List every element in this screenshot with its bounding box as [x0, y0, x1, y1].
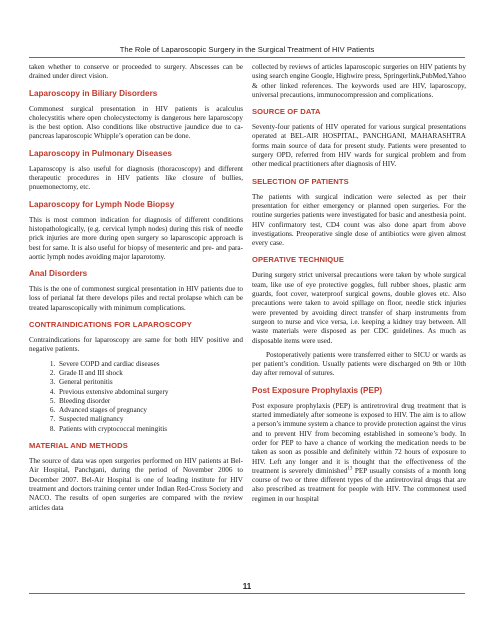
section-heading: Laparoscopy for Lymph Node Biopsy	[29, 199, 175, 209]
section-heading: Post Exposure Prophylaxis (PEP)	[252, 385, 383, 395]
paragraph: collected by reviews of articles laparoscopic surgeries on HIV patients by using search engine Google, Highwire press, Springerlink,PubMed,Yahoo & other linked references. The keywords used are HIV, laparoscopy, universal precautions, immunocompression and complications.	[252, 63, 466, 99]
footer-rule	[29, 593, 465, 594]
paragraph: Laparoscopy is also useful for diagnosis (thoracoscopy) and different therapeutic procedures in HIV patients like closure of bullies, pnuemonectomy, etc.	[29, 164, 243, 192]
header-rule	[29, 57, 465, 58]
paragraph: The source of data was open surgeries performed on HIV patients at Bel-Air Hospital, Panchgani, during the period of November 2006 to December 2007. Bel-Air Hospital is one of leading institute for HIV treatment and doctors training center under Indian Red-Cross Society and NACO. The results of open surgeries are compared with the review articles data	[29, 457, 243, 512]
list-item: 8. Patients with cryptococcal meningitis	[57, 425, 243, 434]
section-heading: SOURCE OF DATA	[252, 107, 321, 117]
section-heading: Laparoscopy in Pulmonary Diseases	[29, 148, 172, 158]
section-heading: CONTRAINDICATIONS FOR LAPAROSCOPY	[29, 320, 192, 330]
list-item: 5. Bleeding disorder	[57, 397, 243, 406]
section-heading: MATERIAL AND METHODS	[29, 441, 128, 451]
running-header: The Role of Laparoscopic Surgery in the Surgical Treatment of HIV Patients	[119, 45, 375, 54]
contraindications-list	[29, 360, 243, 434]
paragraph: taken whether to conserve or proceeded to surgery. Abscesses can be drained under direct vision.	[29, 63, 243, 81]
list-item: 4. Previous extensive abdominal surgery	[57, 388, 243, 397]
section-heading: SELECTION OF PATIENTS	[252, 176, 349, 186]
section-heading: Laparoscopy in Biliary Disorders	[29, 88, 158, 98]
list-item: 3. General peritonitis	[57, 378, 243, 387]
page-number: 11	[242, 582, 252, 591]
paragraph: This is most common indication for diagnosis of different conditions histopathologically, (e.g. cervical lymph nodes) during this risk of needle prick injuries are more during open surgery so laparoscopic approach is best for same. It is also useful for biopsy of mesenteric and pre- and para-aortic lymph nodes avoiding major laparotomy.	[29, 215, 243, 261]
paragraph: This is the one of commonest surgical presentation in HIV patients due to loss of perianal fat there develops piles and rectal prolapse which can be treated laparoscopically with minimum complications.	[29, 285, 243, 312]
list-item: 2. Grade II and III shock	[57, 369, 243, 378]
paragraph: Postoperatively patients were transferred either to SICU or wards as per patient’s condition. Usually patients were discharged on 9th or 10th day after removal of sutures.	[252, 350, 466, 378]
paragraph: Commonest surgical presentation in HIV patients is acalculus cholecystitis where open cholecystectomy is dangerous here laparoscopy is the best option. Also conditions like obstructive jaundice due to ca-pancreas laparoscopic Whipple’s operation can be done.	[29, 104, 243, 141]
paragraph: During surgery strict universal precautions were taken by whole surgical team, like use of eye protective goggles, full rubber shoes, plastic arm guards, foot cover, waterproof surgical gowns, double gloves etc. Also precautions were taken to avoid spillage on floor, needle stick injuries were prevented by avoiding direct transfer of sharp instruments from surgeon to nurse and vice versa, i.e. keeping a kidney tray between. All waste materials were disposed as per CDC guidelines. As much as disposable items were used.	[252, 271, 466, 345]
list-item: 6. Advanced stages of pregnancy	[57, 406, 243, 415]
section-heading: Anal Disorders	[29, 269, 88, 279]
pep-text-part: Post exposure prophylaxis (PEP) is antiretroviral drug treatment that is started immediately after someone is exposed to HIV. The aim is to allow a person’s immune system a chance to provide protection against the virus and to prevent HIV from becoming established in someone’s body. In order for PEP to have a chance of working the medication needs to be taken as soon as possible and definitely within 72 hours of exposure to HIV. Left any longer and it is thought that the effectiveness of the treatment is severely diminished	[252, 401, 466, 475]
list-item: 7. Suspected malignancy	[57, 415, 243, 424]
paragraph	[252, 402, 466, 504]
paragraph: Contraindications for laparoscopy are same for both HIV positive and negative patients.	[29, 336, 243, 354]
right-column	[252, 63, 466, 509]
paragraph: The patients with surgical indication were selected as per their presentation for either emergency or planned open surgeries. For the routine surgeries patients were investigated for basic and anesthesia point. HIV confirmatory test, CD4 count was also done apart from above investigations. Preoperative single dose of antibiotics were given almost every case.	[252, 192, 466, 248]
paragraph: Seventy-four patients of HIV operated for various surgical presentations operated at BEL-AIR HOSPITAL, PANCHGANI, MAHARASHTRA forms main source of data for present study. Patients were presented to surgery OPD, referred from HIV wards for surgical problem and from other medical practitioners after diagnosis of HIV.	[252, 123, 466, 169]
left-column	[29, 63, 243, 518]
list-item: 1. Severe COPD and cardiac diseases	[57, 360, 243, 369]
pep-text-part: PEP usually consists of a month long course of two or three different types of the antiretroviral drugs that are also prescribed as treatment for people with HIV. The commonest used regimen in our hospital	[252, 466, 467, 503]
section-heading: OPERATIVE TECHNIQUE	[252, 255, 345, 265]
citation-superscript: 13	[347, 466, 353, 472]
